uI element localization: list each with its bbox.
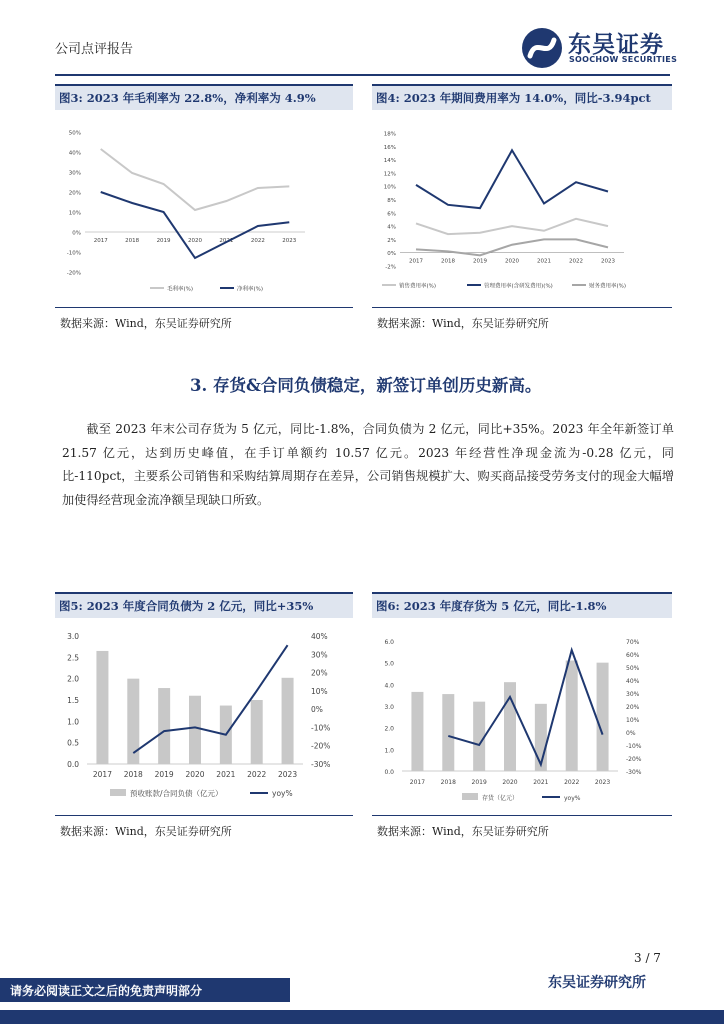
y-left-tick-label: 1.5 bbox=[67, 696, 79, 705]
y-tick-label: 40% bbox=[68, 150, 81, 157]
y-tick-label: 0% bbox=[387, 251, 396, 258]
figure-5-chart bbox=[55, 625, 353, 810]
y-left-tick-label: 2.0 bbox=[67, 674, 79, 684]
y-tick-label: 18% bbox=[383, 131, 396, 138]
y-right-tick-label: 40% bbox=[626, 678, 640, 685]
y-right-tick-label: 60% bbox=[626, 652, 640, 659]
y-right-tick-label: 20% bbox=[311, 668, 328, 678]
y-right-tick-label: 70% bbox=[626, 639, 640, 646]
y-left-tick-label: 1.0 bbox=[67, 717, 79, 727]
y-tick-label: 16% bbox=[383, 144, 396, 151]
y-right-tick-label: -20% bbox=[311, 741, 331, 751]
legend-label: 毛利率(%) bbox=[167, 286, 194, 293]
x-tick-label: 2017 bbox=[409, 779, 426, 786]
legend-swatch bbox=[462, 793, 478, 800]
y-right-tick-label: -20% bbox=[626, 756, 642, 763]
brand-name-cn: 东吴证券 bbox=[568, 32, 664, 58]
doc-type-label: 公司点评报告 bbox=[55, 42, 134, 57]
figure-6-source-line bbox=[372, 815, 672, 816]
disclaimer-text: 请务必阅读正文之后的免责声明部分 bbox=[10, 984, 203, 998]
y-right-tick-label: 40% bbox=[311, 632, 328, 641]
bar bbox=[189, 696, 201, 764]
figure-5-title-bar bbox=[55, 592, 353, 618]
figure-3-chart bbox=[55, 122, 353, 302]
x-tick-label: 2023 bbox=[594, 779, 611, 786]
y-left-tick-label: 0.5 bbox=[67, 738, 79, 748]
figure-6-source: 数据来源：Wind，东吴证券研究所 bbox=[377, 825, 549, 838]
x-tick-label: 2023 bbox=[278, 770, 298, 779]
figure-5-title: 图5: 2023 年度合同负债为 2 亿元，同比+35% bbox=[59, 599, 314, 613]
y-tick-label: 10% bbox=[383, 184, 396, 191]
x-tick-label: 2021 bbox=[219, 238, 234, 244]
y-right-tick-label: 10% bbox=[626, 717, 640, 724]
legend-label: 财务费用率(%) bbox=[589, 283, 627, 290]
series-line-2 bbox=[416, 150, 608, 208]
x-tick-label: 2021 bbox=[533, 779, 549, 786]
x-tick-label: 2022 bbox=[247, 770, 267, 779]
y-left-tick-label: 6.0 bbox=[384, 639, 394, 646]
y-right-tick-label: 10% bbox=[311, 686, 328, 696]
figure-4-title: 图4: 2023 年期间费用率为 14.0%，同比-3.94pct bbox=[376, 91, 651, 105]
y-tick-label: -20% bbox=[66, 270, 81, 277]
y-tick-label: 14% bbox=[383, 158, 396, 165]
header-divider bbox=[55, 74, 670, 76]
x-tick-label: 2018 bbox=[123, 770, 143, 779]
legend-label: yoy% bbox=[272, 789, 293, 798]
x-tick-label: 2020 bbox=[185, 770, 205, 779]
y-left-tick-label: 5.0 bbox=[384, 660, 394, 668]
x-tick-label: 2017 bbox=[409, 258, 423, 265]
y-left-tick-label: 2.0 bbox=[384, 725, 394, 733]
x-tick-label: 2021 bbox=[216, 770, 236, 779]
x-tick-label: 2019 bbox=[473, 258, 487, 265]
y-right-tick-label: -30% bbox=[311, 760, 331, 769]
figure-4-source-line bbox=[372, 307, 672, 308]
y-left-tick-label: 0.0 bbox=[384, 769, 394, 776]
footer-org-name: 东吴证券研究所 bbox=[548, 975, 646, 991]
figure-4-chart bbox=[372, 122, 672, 302]
x-tick-label: 2022 bbox=[569, 258, 583, 265]
figure-5-source: 数据来源：Wind，东吴证券研究所 bbox=[60, 825, 232, 838]
x-tick-label: 2019 bbox=[156, 238, 171, 244]
bar bbox=[597, 663, 609, 771]
x-tick-label: 2017 bbox=[93, 238, 108, 244]
y-tick-label: 4% bbox=[387, 224, 396, 231]
x-tick-label: 2022 bbox=[564, 779, 580, 786]
y-right-tick-label: -10% bbox=[626, 743, 642, 750]
series-line-2 bbox=[101, 192, 290, 258]
x-tick-label: 2019 bbox=[154, 770, 174, 779]
figure-3-title: 图3: 2023 年毛利率为 22.8%，净利率为 4.9% bbox=[59, 91, 316, 105]
bar bbox=[251, 700, 263, 764]
bar bbox=[442, 694, 454, 771]
body-paragraph bbox=[62, 418, 674, 512]
bar bbox=[282, 678, 294, 764]
x-tick-label: 2017 bbox=[92, 770, 112, 779]
y-right-tick-label: -10% bbox=[311, 723, 331, 733]
figure-3-title-bar bbox=[55, 84, 353, 110]
disclaimer-banner bbox=[0, 978, 290, 1002]
x-tick-label: 2018 bbox=[125, 238, 140, 244]
x-tick-label: 2023 bbox=[601, 258, 615, 265]
x-tick-label: 2020 bbox=[505, 258, 519, 265]
bar bbox=[96, 651, 108, 764]
x-tick-label: 2018 bbox=[440, 779, 456, 786]
y-left-tick-label: 3.0 bbox=[67, 632, 79, 641]
series-line-1 bbox=[416, 219, 608, 234]
bar bbox=[566, 661, 578, 772]
y-left-tick-label: 2.5 bbox=[67, 653, 79, 663]
x-tick-label: 2021 bbox=[537, 258, 551, 265]
figure-3-source-line bbox=[55, 307, 353, 308]
y-right-tick-label: 50% bbox=[626, 665, 640, 672]
figure-3-source: 数据来源：Wind，东吴证券研究所 bbox=[60, 317, 232, 330]
y-tick-label: 12% bbox=[383, 171, 396, 178]
y-right-tick-label: -30% bbox=[626, 769, 642, 776]
y-tick-label: 10% bbox=[68, 210, 81, 217]
page-number: 3 / 7 bbox=[634, 951, 661, 965]
legend-label: yoy% bbox=[564, 795, 581, 802]
y-tick-label: -2% bbox=[385, 264, 396, 271]
y-tick-label: 20% bbox=[68, 190, 81, 197]
y-tick-label: 8% bbox=[387, 198, 396, 204]
bar bbox=[158, 688, 170, 764]
legend-label: 预收账款/合同负债（亿元） bbox=[130, 789, 223, 798]
x-tick-label: 2020 bbox=[502, 779, 518, 786]
y-right-tick-label: 20% bbox=[626, 704, 640, 711]
y-right-tick-label: 30% bbox=[311, 650, 328, 660]
y-left-tick-label: 0.0 bbox=[67, 760, 79, 769]
y-right-tick-label: 30% bbox=[626, 691, 640, 698]
footer-bar bbox=[0, 1010, 724, 1024]
yoy-line bbox=[133, 645, 287, 753]
figure-4-source: 数据来源：Wind，东吴证券研究所 bbox=[377, 317, 549, 330]
bar bbox=[411, 692, 423, 771]
y-right-tick-label: 0% bbox=[626, 730, 636, 737]
x-tick-label: 2023 bbox=[282, 238, 297, 244]
y-tick-label: 50% bbox=[68, 130, 81, 137]
bar bbox=[473, 702, 485, 771]
x-tick-label: 2020 bbox=[188, 238, 202, 244]
x-tick-label: 2022 bbox=[250, 238, 265, 244]
y-left-tick-label: 3.0 bbox=[384, 704, 394, 711]
figure-5-source-line bbox=[55, 815, 353, 816]
legend-label: 存货（亿元） bbox=[482, 795, 519, 802]
y-tick-label: 0% bbox=[72, 230, 81, 237]
legend-swatch bbox=[110, 789, 126, 796]
figure-4-title-bar bbox=[372, 84, 672, 110]
x-tick-label: 2018 bbox=[441, 258, 455, 265]
y-tick-label: 30% bbox=[68, 170, 81, 177]
y-left-tick-label: 1.0 bbox=[384, 747, 394, 755]
y-left-tick-label: 4.0 bbox=[384, 682, 394, 690]
figure-6-title: 图6: 2023 年度存货为 5 亿元，同比-1.8% bbox=[376, 599, 607, 613]
brand-mark-icon bbox=[520, 26, 564, 70]
brand-name-en: SOOCHOW SECURITIES bbox=[569, 55, 678, 64]
x-tick-label: 2019 bbox=[471, 779, 487, 786]
brand-logo bbox=[520, 26, 690, 70]
figure-6-chart bbox=[372, 625, 672, 810]
y-tick-label: -10% bbox=[66, 250, 81, 257]
legend-label: 管理费用率(含研发费用)(%) bbox=[484, 283, 553, 290]
legend-label: 销售费用率(%) bbox=[399, 283, 437, 290]
y-tick-label: 6% bbox=[387, 211, 396, 218]
paragraph-text: 截至 2023 年末公司存货为 5 亿元，同比-1.8%，合同负债为 2 亿元，同比+35%。2023 年全年新签订单 21.57 亿元，达到历史峰值，在手订单额约 10.57 亿元。2023 年经营性净现金流为-0.28 亿元，同比-110pct，主要系公司销售和采购结算周期存在差异，公司销售规模扩大、购买商品接受劳务支付的现金大幅增加使得经营现金流净额呈现缺口所致。 bbox=[62, 422, 674, 507]
legend-label: 净利率(%) bbox=[237, 286, 264, 293]
y-right-tick-label: 0% bbox=[311, 705, 323, 715]
yoy-line bbox=[448, 650, 602, 764]
section-title: 3. 存货&合同负债稳定，新签订单创历史新高。 bbox=[190, 376, 542, 395]
figure-6-title-bar bbox=[372, 592, 672, 618]
y-tick-label: 2% bbox=[387, 237, 396, 244]
